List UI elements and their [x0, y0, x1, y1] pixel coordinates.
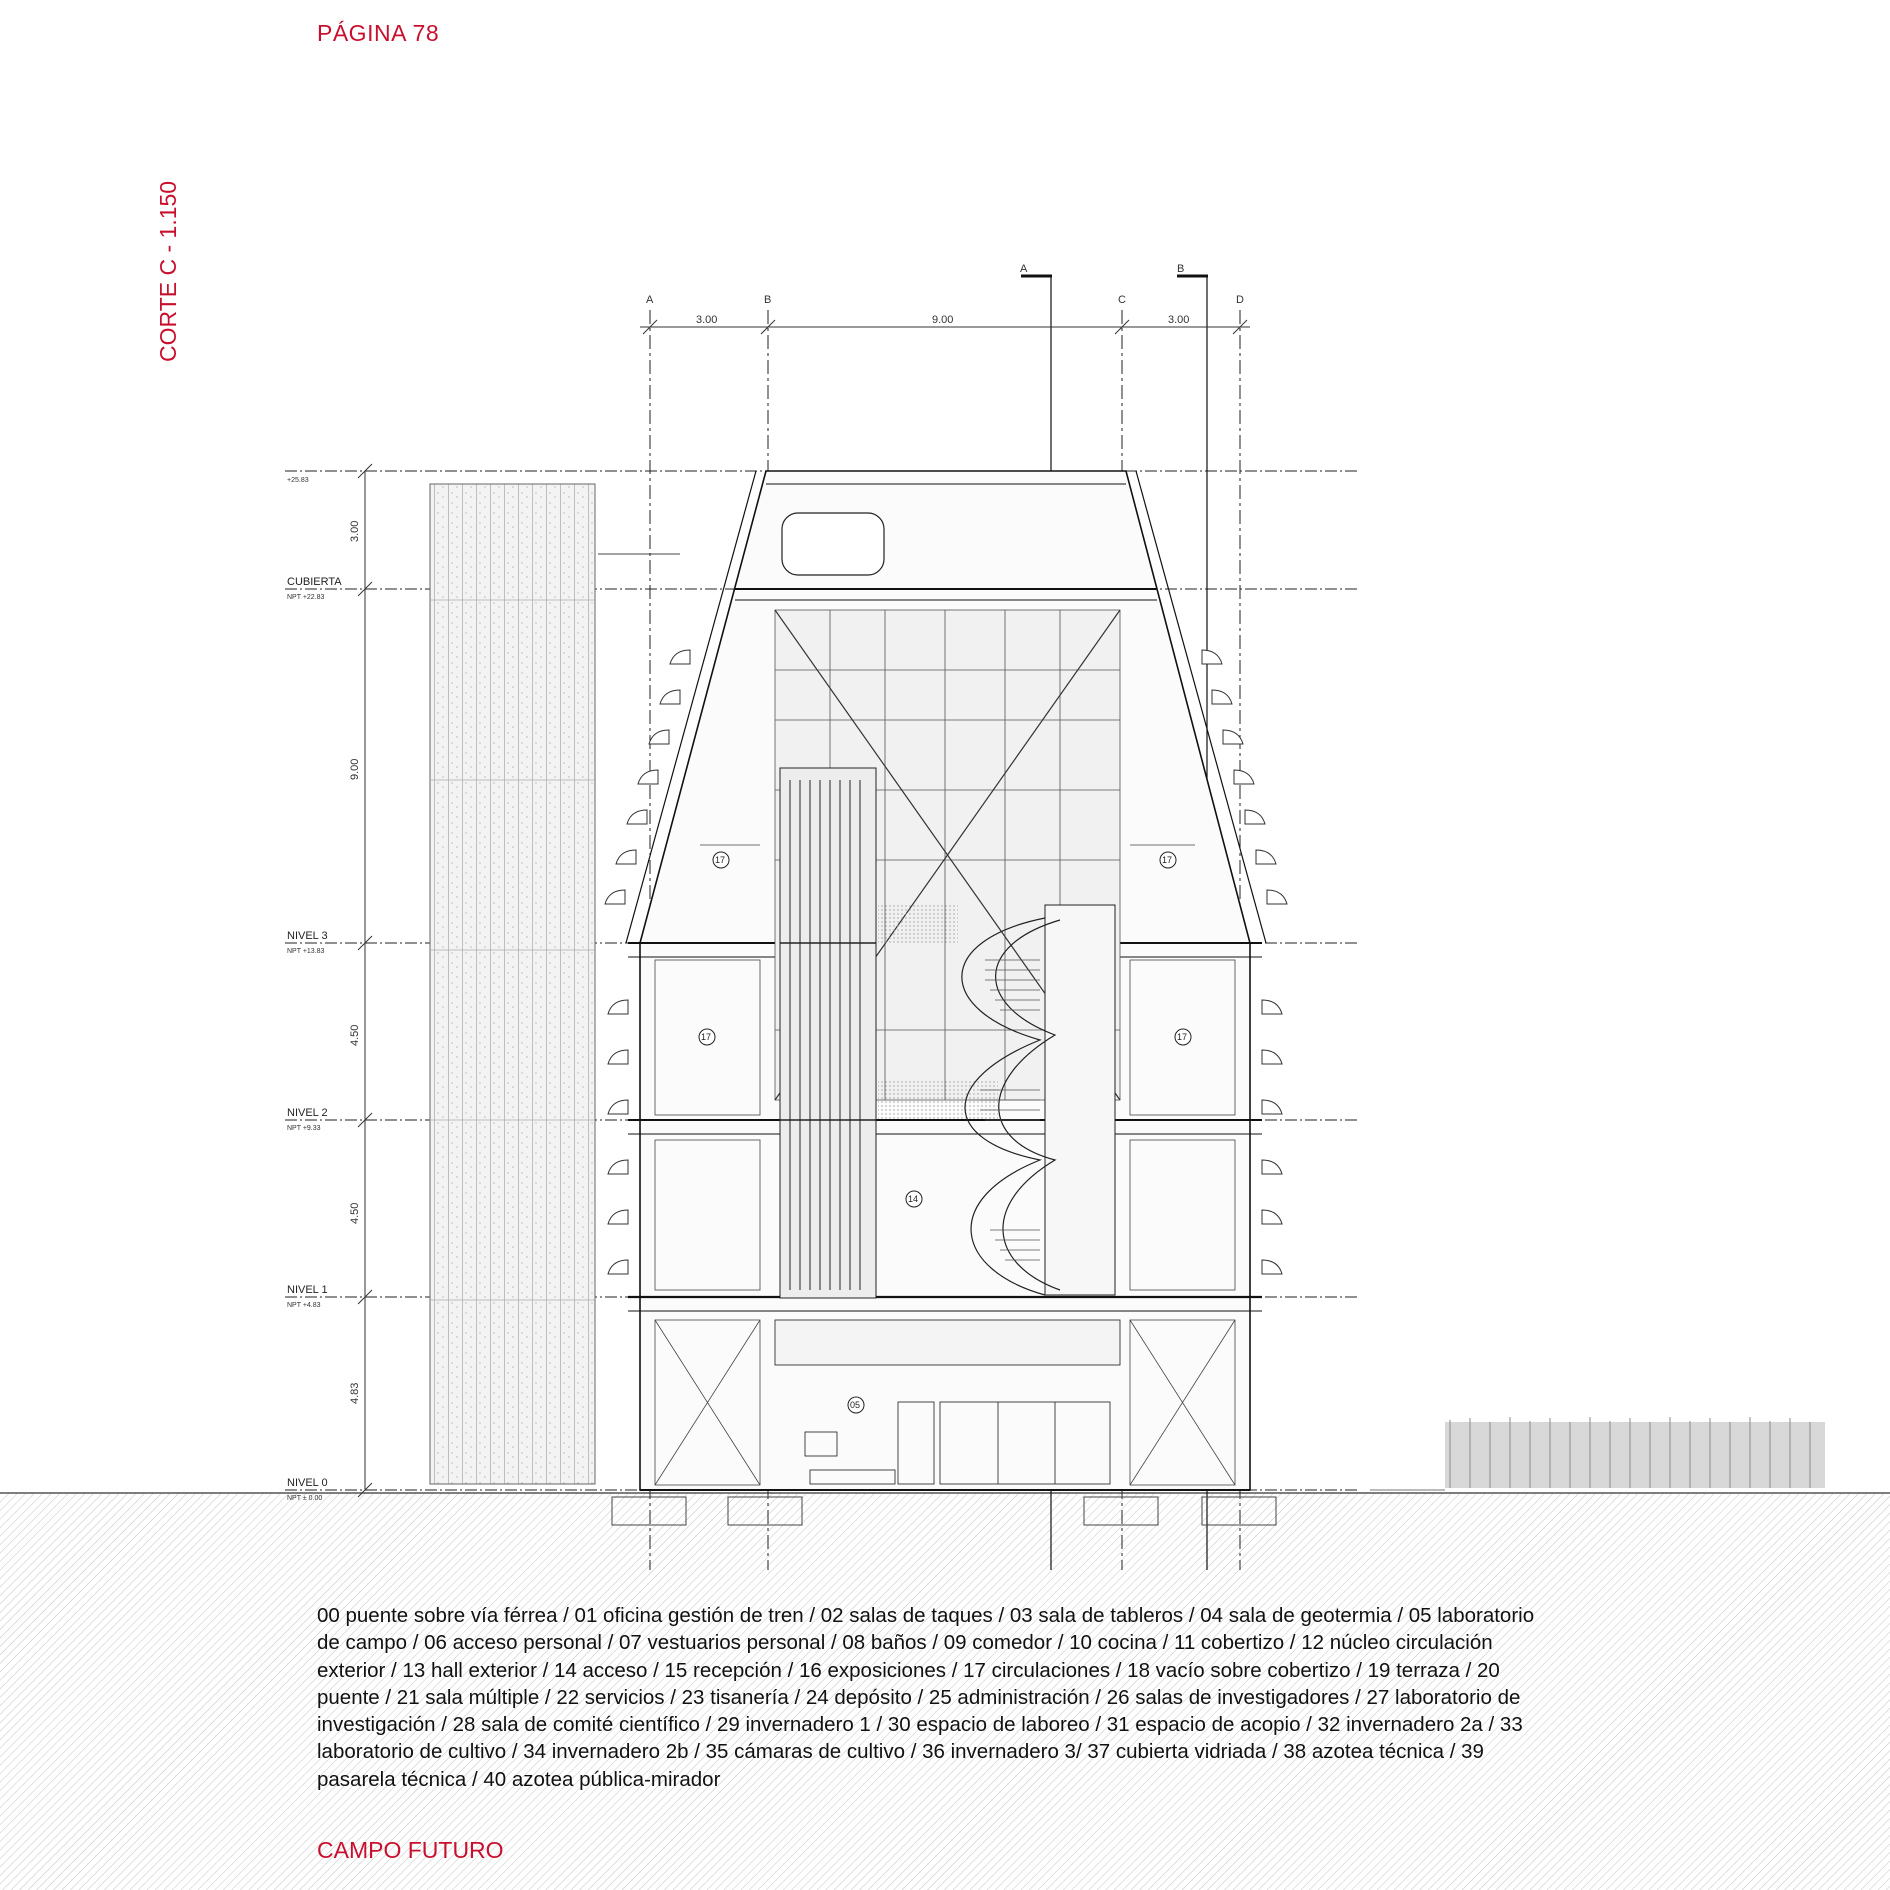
dim-9-00: 9.00: [349, 758, 361, 780]
level-cubierta: CUBIERTA: [287, 576, 342, 588]
room-tag-17-d: 17: [1177, 1032, 1188, 1042]
axis-a-label: A: [646, 294, 654, 306]
level-nivel-0-npt: NPT ± 0.00: [287, 1495, 323, 1502]
room-tag-17-a: 17: [715, 855, 726, 865]
cut-b-label: B: [1177, 263, 1185, 275]
dim-c-d: 3.00: [1168, 314, 1190, 326]
level-top-elevation: +25.83: [287, 477, 309, 484]
level-nivel-0: NIVEL 0: [287, 1477, 328, 1489]
level-cubierta-npt: NPT +22.83: [287, 594, 325, 601]
level-nivel-2-npt: NPT +9.33: [287, 1125, 321, 1132]
vertical-dimension-line: [358, 464, 372, 1497]
dim-4-83: 4.83: [349, 1382, 361, 1404]
dim-a-b: 3.00: [696, 314, 718, 326]
cut-a-label: A: [1020, 263, 1028, 275]
level-nivel-2: NIVEL 2: [287, 1107, 328, 1119]
axis-labels: [646, 263, 1244, 306]
axis-d-label: D: [1236, 294, 1244, 306]
room-tag-17-c: 17: [701, 1032, 712, 1042]
page-label: PÁGINA 78: [317, 20, 440, 46]
room-tag-17-b: 17: [1162, 855, 1173, 865]
room-tag-14: 14: [908, 1194, 919, 1204]
dim-b-c: 9.00: [932, 314, 954, 326]
room-tag-05: 05: [850, 1400, 861, 1410]
room-legend: 00 puente sobre vía férrea / 01 oficina gestión de tren / 02 salas de taques / 03 sala de tableros / 04 sala de geotermia / 05 laboratorio de campo / 06 acceso personal / 07 vestuarios personal / 08 baños / 09 comedor / 10 cocina / 11 cobertizo / 12 núcleo circulación exterior / 13 hall exterior / 14 acceso / 15 recepción / 16 exposiciones / 17 circulaciones / 18 vacío sobre cobertizo / 19 terraza / 20 puente / 21 sala múltiple / 22 servicios / 23 tisanería / 24 depósito / 25 administración / 26 salas de investigadores / 27 laboratorio de investigación / 28 sala de comité científico / 29 invernadero 1 / 30 espacio de laboreo / 31 espacio de acopio / 32 invernadero 2a / 33 laboratorio de cultivo / 34 invernadero 2b / 35 cámaras de cultivo / 36 invernadero 3/ 37 cubierta vidriada / 38 azotea técnica / 39 pasarela técnica / 40 azotea pública-mirador: [317, 1604, 1535, 1791]
level-nivel-3: NIVEL 3: [287, 930, 328, 942]
perforated-tower: [430, 484, 595, 1484]
vertical-dimensions: [349, 521, 361, 1404]
dim-4-50-upper: 4.50: [349, 1024, 361, 1046]
section-title: CORTE C - 1.150: [155, 180, 181, 362]
level-nivel-1: NIVEL 1: [287, 1284, 328, 1296]
dim-4-50-lower: 4.50: [349, 1202, 361, 1224]
level-labels: [287, 477, 342, 1502]
level-nivel-1-npt: NPT +4.83: [287, 1302, 321, 1309]
elevator-core: [780, 768, 876, 1298]
level-nivel-3-npt: NPT +13.83: [287, 948, 325, 955]
vegetation-field: [1370, 1417, 1825, 1490]
axis-b-label: B: [764, 294, 772, 306]
dotted-void-upper: [878, 905, 958, 945]
project-name: CAMPO FUTURO: [317, 1837, 504, 1863]
rooftop-tank: [782, 513, 884, 575]
axis-c-label: C: [1118, 294, 1126, 306]
dim-3-00: 3.00: [349, 520, 361, 542]
horizontal-dimensions: [696, 314, 1189, 326]
